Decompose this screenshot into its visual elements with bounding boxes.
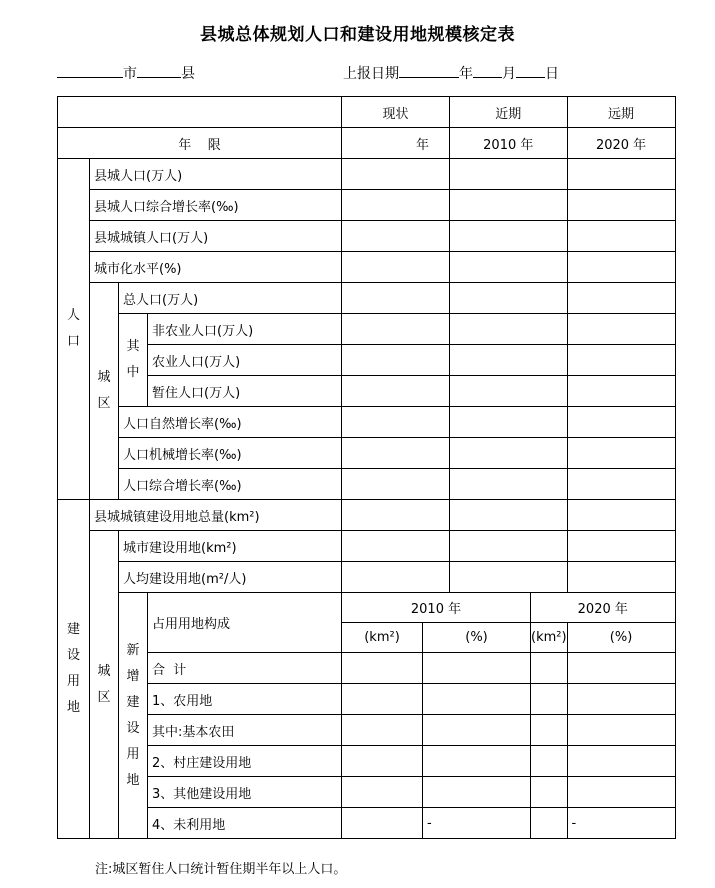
cell-urbanization-near[interactable] — [450, 252, 568, 283]
city-suffix: 市 — [123, 66, 137, 82]
cell-temporary-near[interactable] — [450, 376, 568, 407]
cell-other-pct-2020[interactable] — [567, 777, 675, 808]
col-near: 近期 — [450, 97, 568, 128]
cell-unused-km2-2010[interactable] — [342, 808, 423, 839]
header-corner — [58, 97, 342, 128]
cell-village-pct-2010[interactable] — [423, 746, 531, 777]
cell-farmland-pct-2010[interactable] — [423, 684, 531, 715]
row-temporary: 暂住人口(万人) — [148, 376, 342, 407]
cell-agri-far[interactable] — [567, 345, 675, 376]
cell-total-population-far[interactable] — [567, 283, 675, 314]
year-suffix: 年 — [459, 66, 473, 82]
row-total-population: 总人口(万人) — [119, 283, 342, 314]
cell-other-pct-2010[interactable] — [423, 777, 531, 808]
cell-subtotal-km2-2010[interactable] — [342, 653, 423, 684]
cell-village-pct-2020[interactable] — [567, 746, 675, 777]
cell-per-capita-far[interactable] — [567, 562, 675, 593]
row-per-capita: 人均建设用地(m²/人) — [119, 562, 342, 593]
cell-natural-growth-current[interactable] — [342, 407, 450, 438]
cell-comprehensive-growth-far[interactable] — [567, 469, 675, 500]
unit-pct-2010: (%) — [423, 623, 531, 653]
cell-agri-near[interactable] — [450, 345, 568, 376]
cell-basic-farmland-km2-2020[interactable] — [531, 715, 568, 746]
cell-basic-farmland-pct-2020[interactable] — [567, 715, 675, 746]
cell-county-population-current[interactable] — [342, 159, 450, 190]
report-year-blank[interactable] — [399, 63, 459, 78]
cell-per-capita-current[interactable] — [342, 562, 450, 593]
cell-non-agri-far[interactable] — [567, 314, 675, 345]
cell-per-capita-near[interactable] — [450, 562, 568, 593]
cell-mechanical-growth-far[interactable] — [567, 438, 675, 469]
row-farmland: 1、农用地 — [148, 684, 342, 715]
row-basic-farmland: 其中:基本农田 — [148, 715, 342, 746]
cell-land-total-near[interactable] — [450, 500, 568, 531]
current-year[interactable]: 年 — [342, 128, 450, 159]
header-report-date — [343, 63, 559, 83]
cell-basic-farmland-km2-2010[interactable] — [342, 715, 423, 746]
cell-unused-pct-2020: - — [567, 808, 675, 839]
cell-comprehensive-growth-current[interactable] — [342, 469, 450, 500]
cell-temporary-current[interactable] — [342, 376, 450, 407]
report-date-label: 上报日期 — [343, 66, 399, 82]
year-2010-header: 2010 年 — [342, 593, 531, 623]
cell-unused-km2-2020[interactable] — [531, 808, 568, 839]
cell-village-km2-2010[interactable] — [342, 746, 423, 777]
unit-pct-2020: (%) — [567, 623, 675, 653]
cell-town-population-near[interactable] — [450, 221, 568, 252]
month-suffix: 月 — [502, 66, 516, 82]
cell-urban-land-near[interactable] — [450, 531, 568, 562]
row-subtotal: 合 计 — [148, 653, 342, 684]
near-year: 2010 年 — [450, 128, 568, 159]
cell-total-population-current[interactable] — [342, 283, 450, 314]
form-title: 县城总体规划人口和建设用地规模核定表 — [200, 25, 515, 45]
cell-subtotal-km2-2020[interactable] — [531, 653, 568, 684]
cell-subtotal-pct-2020[interactable] — [567, 653, 675, 684]
row-county-population: 县城人口(万人) — [90, 159, 342, 190]
county-suffix: 县 — [181, 66, 195, 82]
unit-km2-2020: (km²) — [531, 623, 568, 653]
cell-county-growth-far[interactable] — [567, 190, 675, 221]
row-other-land: 3、其他建设用地 — [148, 777, 342, 808]
section-population: 人口 — [58, 159, 90, 500]
row-village-land: 2、村庄建设用地 — [148, 746, 342, 777]
land-district: 城区 — [90, 531, 119, 839]
cell-non-agri-near[interactable] — [450, 314, 568, 345]
row-non-agri: 非农业人口(万人) — [148, 314, 342, 345]
row-urban-land: 城市建设用地(km²) — [119, 531, 342, 562]
cell-urbanization-far[interactable] — [567, 252, 675, 283]
cell-total-population-near[interactable] — [450, 283, 568, 314]
cell-farmland-km2-2020[interactable] — [531, 684, 568, 715]
row-land-total: 县城城镇建设用地总量(km²) — [90, 500, 342, 531]
population-district: 城区 — [90, 283, 119, 500]
section-land: 建设用地 — [58, 500, 90, 839]
cell-town-population-far[interactable] — [567, 221, 675, 252]
county-blank[interactable] — [137, 63, 181, 78]
occupied-composition: 占用用地构成 — [148, 593, 342, 653]
year-label: 年 限 — [58, 128, 342, 159]
far-year: 2020 年 — [567, 128, 675, 159]
day-suffix: 日 — [545, 66, 559, 82]
report-day-blank[interactable] — [516, 63, 545, 78]
row-county-growth: 县城人口综合增长率(‰) — [90, 190, 342, 221]
cell-town-population-current[interactable] — [342, 221, 450, 252]
cell-subtotal-pct-2010[interactable] — [423, 653, 531, 684]
year-2020-header: 2020 年 — [531, 593, 676, 623]
cell-non-agri-current[interactable] — [342, 314, 450, 345]
row-county-town-population: 县城城镇人口(万人) — [90, 221, 342, 252]
cell-county-growth-current[interactable] — [342, 190, 450, 221]
cell-natural-growth-far[interactable] — [567, 407, 675, 438]
cell-natural-growth-near[interactable] — [450, 407, 568, 438]
row-comprehensive-growth: 人口综合增长率(‰) — [119, 469, 342, 500]
report-month-blank[interactable] — [473, 63, 502, 78]
col-current: 现状 — [342, 97, 450, 128]
cell-urbanization-current[interactable] — [342, 252, 450, 283]
cell-other-km2-2010[interactable] — [342, 777, 423, 808]
cell-farmland-km2-2010[interactable] — [342, 684, 423, 715]
cell-comprehensive-growth-near[interactable] — [450, 469, 568, 500]
cell-urban-land-far[interactable] — [567, 531, 675, 562]
cell-agri-current[interactable] — [342, 345, 450, 376]
cell-county-growth-near[interactable] — [450, 190, 568, 221]
footnote: 注:城区暂住人口统计暂住期半年以上人口。 — [95, 862, 347, 877]
city-blank[interactable] — [57, 63, 123, 78]
cell-mechanical-growth-current[interactable] — [342, 438, 450, 469]
row-urbanization: 城市化水平(%) — [90, 252, 342, 283]
cell-land-total-far[interactable] — [567, 500, 675, 531]
cell-basic-farmland-pct-2010[interactable] — [423, 715, 531, 746]
cell-county-population-far[interactable] — [567, 159, 675, 190]
cell-mechanical-growth-near[interactable] — [450, 438, 568, 469]
row-natural-growth: 人口自然增长率(‰) — [119, 407, 342, 438]
cell-urban-land-current[interactable] — [342, 531, 450, 562]
verification-table — [57, 96, 676, 839]
cell-farmland-pct-2020[interactable] — [567, 684, 675, 715]
cell-unused-pct-2010: - — [423, 808, 531, 839]
row-unused-land: 4、未利用地 — [148, 808, 342, 839]
unit-km2-2010: (km²) — [342, 623, 423, 653]
new-land-label: 新增建设用地 — [119, 593, 148, 839]
row-agri: 农业人口(万人) — [148, 345, 342, 376]
cell-county-population-near[interactable] — [450, 159, 568, 190]
cell-land-total-current[interactable] — [342, 500, 450, 531]
cell-village-km2-2020[interactable] — [531, 746, 568, 777]
cell-temporary-far[interactable] — [567, 376, 675, 407]
row-mechanical-growth: 人口机械增长率(‰) — [119, 438, 342, 469]
header-location — [57, 63, 195, 83]
col-far: 远期 — [567, 97, 675, 128]
population-among: 其中 — [119, 314, 148, 407]
cell-other-km2-2020[interactable] — [531, 777, 568, 808]
